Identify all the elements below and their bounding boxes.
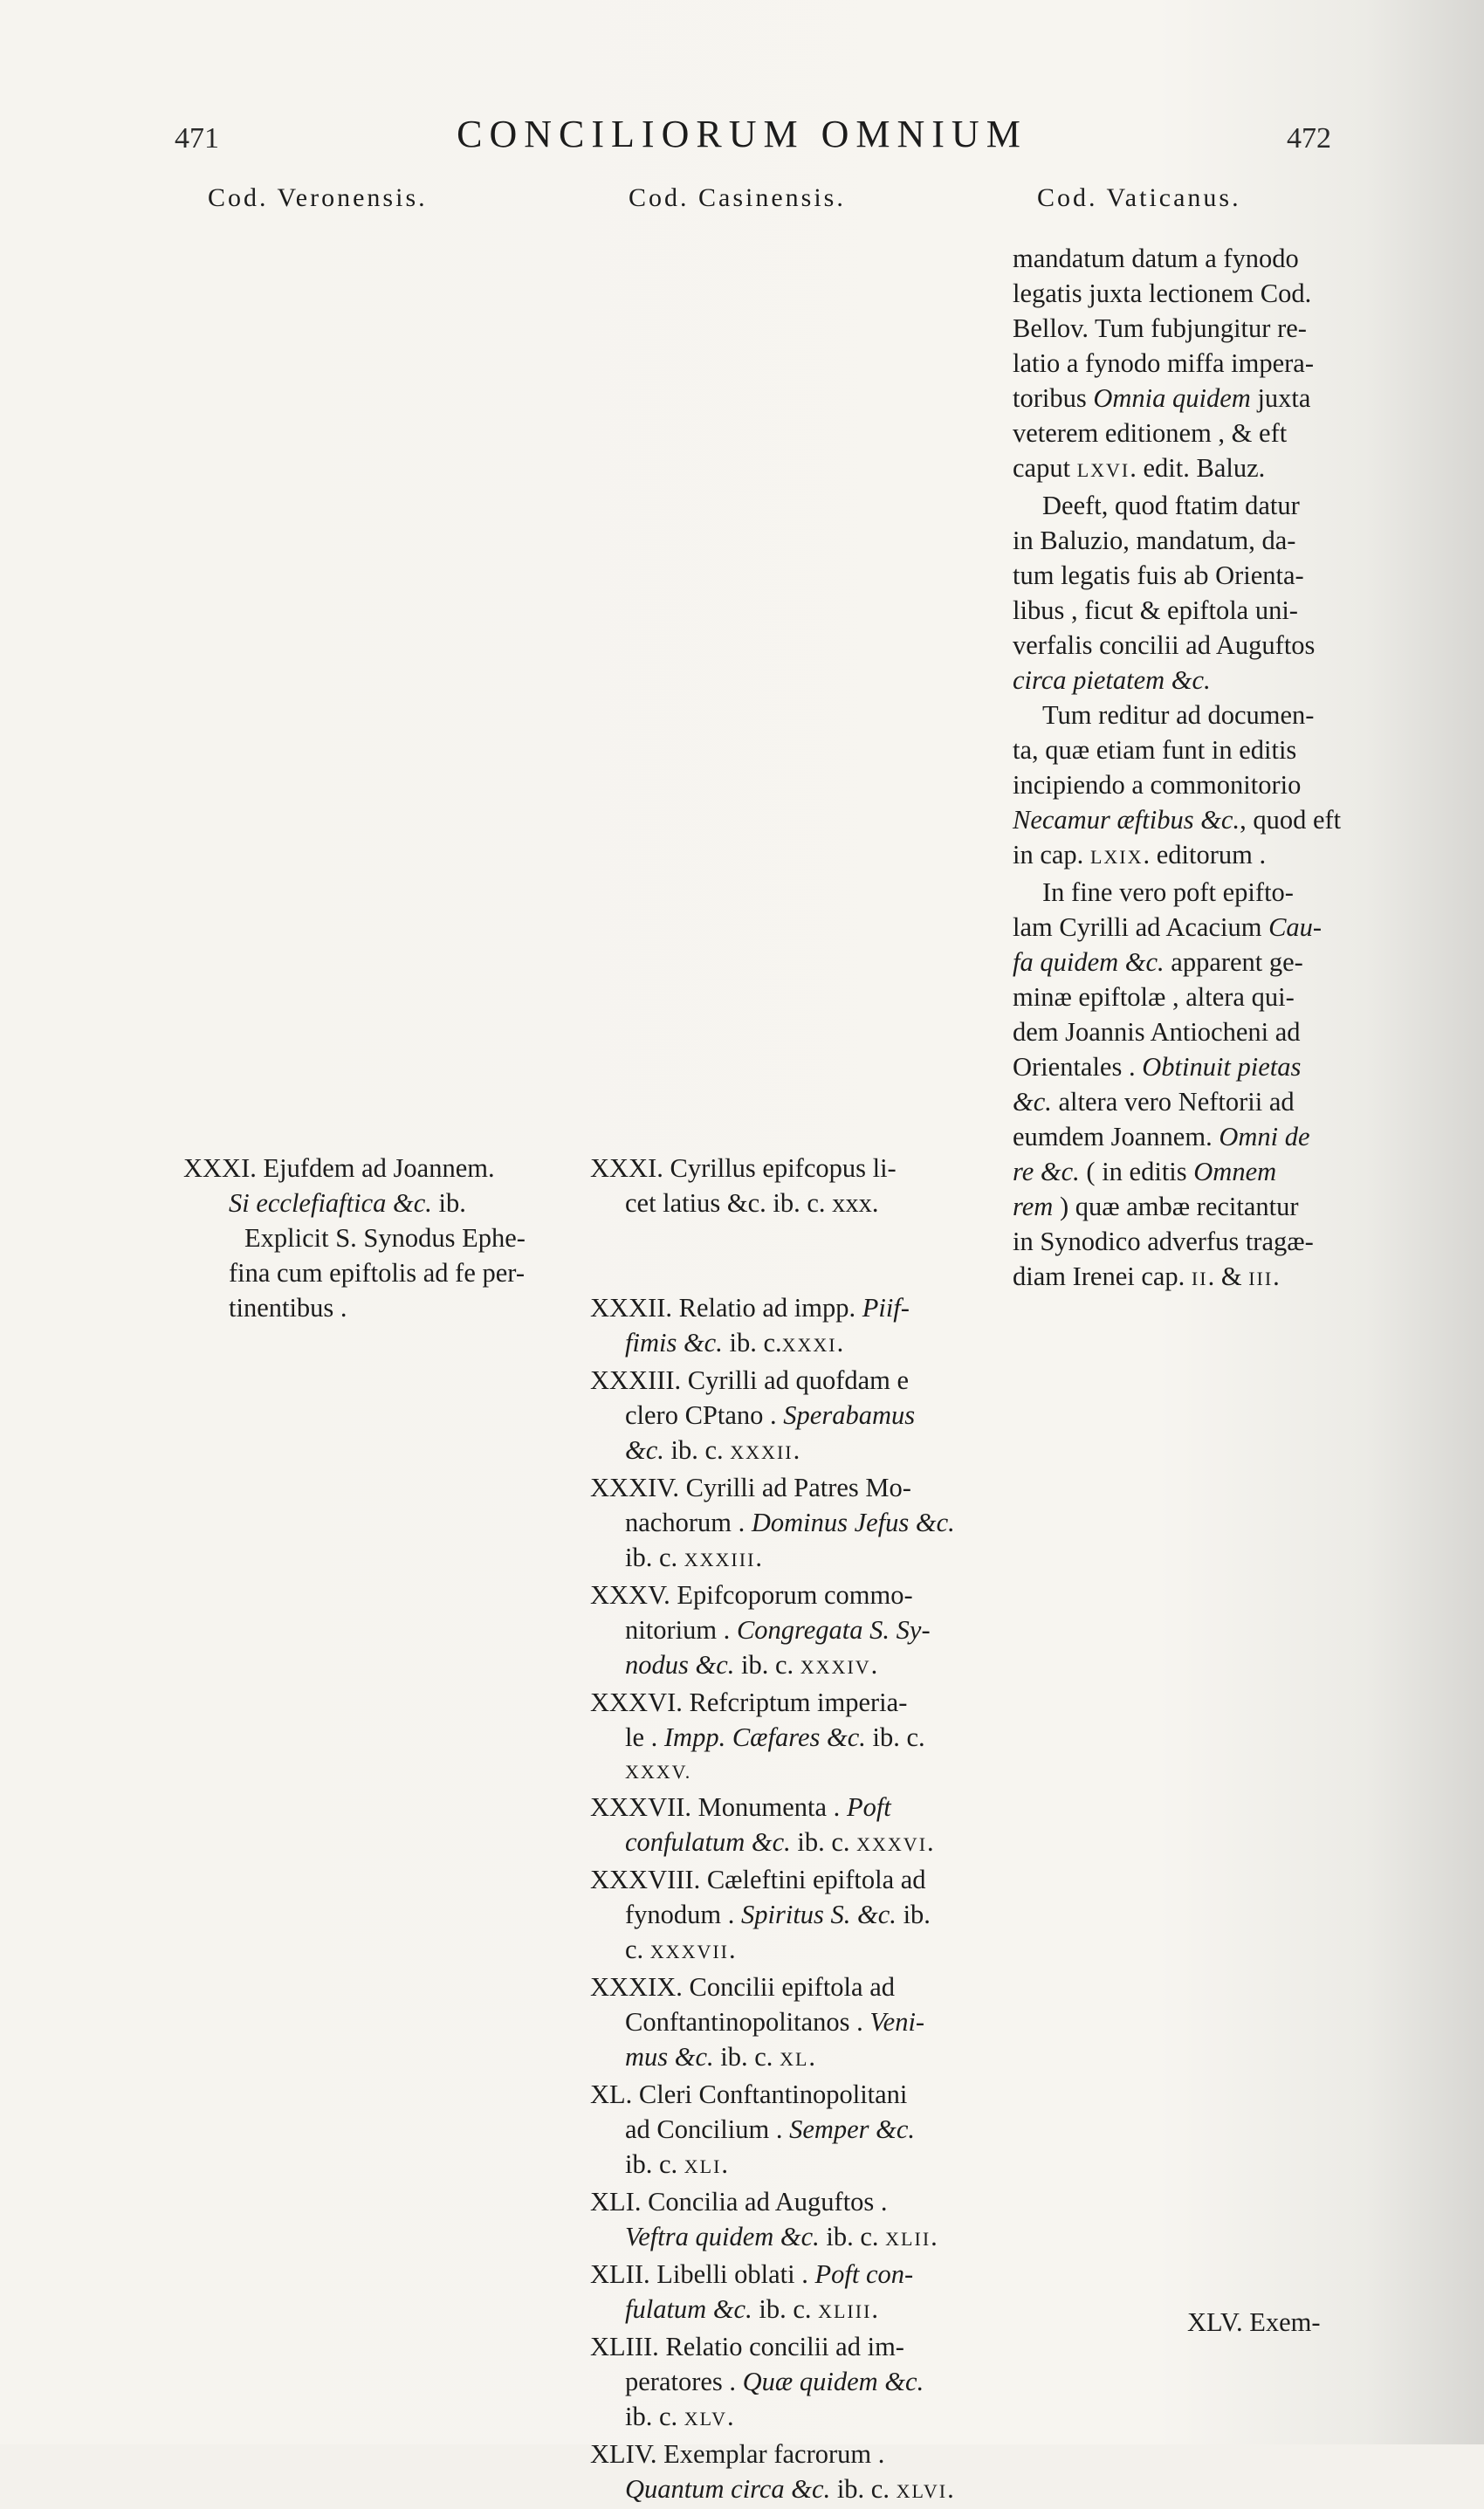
text-run: . — [808, 2042, 816, 2072]
text-line — [590, 2147, 983, 2184]
text-line — [590, 1325, 983, 1363]
spacer — [590, 1220, 983, 1255]
text-line: Tum reditur ad documen- — [1042, 700, 1315, 730]
text-line: XXXIII. Cyrilli ad quofdam e — [590, 1365, 910, 1395]
text-run: le . — [625, 1722, 664, 1752]
text-line — [590, 1433, 983, 1470]
text-run: ib. c. — [625, 1543, 684, 1572]
text-line: verfalis concilii ad Auguftos — [1013, 630, 1316, 660]
text-run: clero CPtano . — [625, 1400, 784, 1430]
text-line: veterem editionem , & eft — [1013, 418, 1288, 448]
incipit: Obtinuit pietas — [1142, 1052, 1302, 1082]
text-run: . — [755, 1543, 763, 1572]
text-line — [183, 1186, 572, 1220]
text-line: mandatum datum a fynodo — [1013, 244, 1299, 273]
incipit: Sperabamus — [783, 1400, 916, 1430]
text-line — [590, 2399, 983, 2437]
spacer — [590, 1255, 983, 1290]
text-line — [590, 2039, 983, 2077]
text-run: eumdem Joannem. — [1013, 1122, 1219, 1151]
incipit: Omni de — [1219, 1122, 1310, 1151]
incipit: Dominus Jefus &c. — [751, 1508, 955, 1537]
entry-xliv — [590, 2437, 983, 2509]
text-run: . editorum . — [1143, 840, 1267, 870]
text-run: ib. c. — [865, 1722, 925, 1752]
entry-xl — [590, 2077, 983, 2184]
incipit: Necamur æftibus &c. — [1013, 805, 1240, 835]
text-run: Conftantinopolitanos . — [625, 2007, 870, 2037]
text-line: tum legatis fuis ab Orienta- — [1013, 560, 1304, 590]
incipit: nodus &c. — [625, 1650, 735, 1680]
chapter-numeral: XXXVI — [856, 1833, 928, 1855]
incipit: confulatum &c. — [625, 1827, 791, 1857]
text-line — [590, 2471, 983, 2509]
text-line — [590, 2364, 983, 2399]
incipit: Quæ quidem &c. — [742, 2367, 924, 2396]
column-heading-veronensis: Cod. Veronensis. — [208, 183, 428, 212]
text-run: . — [836, 1328, 844, 1358]
text-line: ta, quæ etiam funt in editis — [1013, 735, 1297, 765]
incipit: &c. — [1013, 1087, 1052, 1117]
entry-xxxvii — [590, 1790, 983, 1862]
incipit: Semper &c. — [789, 2114, 916, 2144]
show-through-right — [960, 1205, 1362, 1990]
incipit: re &c. — [1013, 1157, 1080, 1186]
incipit: fimis &c. — [625, 1328, 723, 1358]
text-run: , quod eft — [1240, 805, 1342, 835]
incipit: mus &c. — [625, 2042, 714, 2072]
text-run: . — [947, 2474, 954, 2504]
chapter-numeral: XXXII — [730, 1441, 794, 1463]
incipit: Veftra quidem &c. — [625, 2222, 820, 2251]
text-run: . — [721, 2149, 729, 2179]
text-line — [590, 2257, 983, 2292]
text-run: . & — [1207, 1261, 1249, 1291]
incipit: fulatum &c. — [625, 2294, 752, 2324]
text-line: in Baluzio, mandatum, da- — [1013, 526, 1296, 555]
text-line: XXXVI. Refcriptum imperia- — [590, 1688, 908, 1717]
text-run: toribus — [1013, 383, 1094, 413]
text-line — [590, 2112, 983, 2147]
entry-xxxviii — [590, 1862, 983, 1969]
vaticanus-paragraph-4 — [1013, 875, 1371, 1296]
text-line — [1013, 1084, 1371, 1119]
text-line: XLI. Concilia ad Auguftos . — [590, 2187, 888, 2217]
entry-xli — [590, 2184, 983, 2257]
text-run: ( in editis — [1079, 1157, 1194, 1186]
chapter-numeral: XXXVII — [649, 1941, 729, 1963]
text-line — [590, 1505, 983, 1540]
incipit: Impp. Cæfares &c. — [663, 1722, 866, 1752]
entry-xxxv — [590, 1578, 983, 1685]
incipit: Piif- — [862, 1293, 910, 1323]
incipit: Omnia quidem — [1093, 383, 1251, 413]
incipit: Veni- — [869, 2007, 925, 2037]
column-heading-casinensis: Cod. Casinensis. — [629, 183, 846, 212]
text-run: ib. c. — [722, 1328, 782, 1358]
text-line: Deeft, quod ftatim datur — [1042, 491, 1300, 520]
chapter-numeral: XXXI — [781, 1334, 837, 1356]
text-line: Bellov. Tum fubjungitur re- — [1013, 313, 1307, 343]
text-line: fina cum epiftolis ad fe per- — [229, 1258, 525, 1288]
entry-xxxvi — [590, 1685, 983, 1790]
text-line: XXXI. Ejufdem ad Joannem. — [183, 1153, 495, 1183]
column-heading-vaticanus: Cod. Vaticanus. — [1037, 183, 1241, 212]
text-line: XL. Cleri Conftantinopolitani — [590, 2079, 908, 2109]
incipit: circa pietatem &c. — [1013, 665, 1211, 695]
chapter-numeral: XLI — [684, 2155, 722, 2177]
vaticanus-paragraph-2 — [1013, 488, 1371, 698]
incipit: Si ecclefiaftica &c. — [229, 1188, 432, 1218]
text-line: incipiendo a commonitorio — [1013, 770, 1302, 800]
text-line: tinentibus . — [229, 1293, 347, 1323]
text-line — [590, 1897, 983, 1932]
incipit: Omnem — [1193, 1157, 1277, 1186]
text-run: ib. — [896, 1900, 931, 1929]
text-run: ad Concilium . — [625, 2114, 790, 2144]
text-line — [1013, 1154, 1371, 1189]
casinensis-column — [590, 1151, 983, 2509]
text-line: XLIII. Relatio concilii ad im- — [590, 2332, 904, 2361]
veronensis-column — [183, 1151, 572, 1325]
vaticanus-column — [1013, 241, 1371, 1296]
text-line — [590, 2292, 983, 2329]
chapter-numeral: LXVI — [1076, 459, 1130, 481]
chapter-numeral: XLVI — [896, 2480, 948, 2502]
chapter-numeral: XL — [780, 2048, 809, 2070]
running-title: CONCILIORUM OMNIUM — [457, 113, 1027, 155]
text-run: fynodum . — [625, 1900, 742, 1929]
text-run: XXXVII. Monumenta . — [590, 1792, 847, 1822]
chapter-numeral: LXIX — [1089, 846, 1144, 868]
text-line — [1013, 945, 1371, 980]
page-number-left: 471 — [175, 122, 219, 155]
text-run: apparent ge- — [1164, 947, 1303, 977]
text-run: . — [927, 1827, 934, 1857]
text-line — [590, 1790, 983, 1825]
incipit: fa quidem &c. — [1013, 947, 1165, 977]
entry-xxxiv — [590, 1470, 983, 1578]
page-number-right: 472 — [1287, 122, 1331, 155]
entry-xxxiii — [590, 1363, 983, 1470]
text-line — [1013, 1049, 1371, 1084]
text-run: Orientales . — [1013, 1052, 1143, 1082]
chapter-numeral: XXXIII — [684, 1549, 756, 1571]
vaticanus-paragraph-1 — [1013, 241, 1371, 488]
entry-xxxix — [590, 1969, 983, 2077]
chapter-numeral: XLII — [885, 2228, 931, 2250]
text-line — [590, 2004, 983, 2039]
entry-xlii — [590, 2257, 983, 2329]
text-line: In fine vero poft epifto- — [1042, 877, 1294, 907]
chapter-numeral: XLV — [684, 2408, 727, 2430]
text-line: legatis juxta lectionem Cod. — [1013, 278, 1312, 308]
chapter-numeral: XXXIV — [800, 1656, 871, 1678]
entry-xxxi-veronensis — [183, 1151, 572, 1325]
text-run: caput — [1013, 453, 1077, 483]
text-line — [590, 1932, 983, 1969]
text-run: ib. c. — [625, 2149, 684, 2179]
text-line — [590, 1647, 983, 1685]
incipit: Poft — [846, 1792, 891, 1822]
text-run: ib. c. — [752, 2294, 819, 2324]
catchword: XLV. Exem- — [1187, 2307, 1321, 2337]
chapter-numeral: III — [1248, 1268, 1274, 1289]
text-line — [1013, 910, 1371, 945]
text-run: in cap. — [1013, 840, 1090, 870]
text-line — [590, 1825, 983, 1862]
text-line: XLIV. Exemplar facrorum . — [590, 2439, 885, 2469]
text-line — [1013, 381, 1371, 416]
text-run: ib. c. — [790, 1827, 857, 1857]
text-line: latio a fynodo miffa impera- — [1013, 348, 1314, 378]
text-line: XXXIV. Cyrilli ad Patres Mo- — [590, 1473, 911, 1502]
text-run: lam Cyrilli ad Acacium — [1013, 912, 1269, 942]
text-run: ib. c. — [734, 1650, 800, 1680]
text-line — [590, 2219, 983, 2257]
text-run: . edit. Baluz. — [1130, 453, 1266, 483]
text-run: . — [871, 2294, 879, 2324]
text-line — [590, 1612, 983, 1647]
incipit: Spiritus S. &c. — [741, 1900, 897, 1929]
text-line: XXXVIII. Cæleftini epiftola ad — [590, 1865, 926, 1894]
text-line: cet latius &c. ib. c. xxx. — [625, 1188, 879, 1218]
text-line — [590, 1398, 983, 1433]
text-line — [1013, 450, 1371, 488]
text-run: ib. c. — [819, 2222, 886, 2251]
incipit: Cau- — [1268, 912, 1323, 942]
show-through-left — [175, 236, 559, 1126]
text-run: nachorum . — [625, 1508, 752, 1537]
text-line: XXXV. — [625, 1761, 692, 1783]
incipit: Poft con- — [814, 2259, 914, 2289]
chapter-numeral: II — [1191, 1268, 1208, 1289]
text-line — [1013, 802, 1371, 837]
text-run: . — [870, 1650, 878, 1680]
text-run: ib. c. — [713, 2042, 780, 2072]
text-line — [590, 1540, 983, 1578]
text-run: XLII. Libelli oblati . — [590, 2259, 815, 2289]
entry-xliii — [590, 2329, 983, 2437]
text-run: ib. c. — [830, 2474, 897, 2504]
text-run: ib. c. — [625, 2402, 684, 2431]
text-run: altera vero Neftorii ad — [1051, 1087, 1295, 1117]
text-line — [590, 1290, 983, 1325]
text-line — [590, 1720, 983, 1755]
incipit: Congregata S. Sy- — [736, 1615, 931, 1645]
text-line: in Synodico adverfus tragæ- — [1013, 1227, 1314, 1256]
entry-xxxi — [590, 1151, 983, 1220]
text-run: juxta — [1250, 383, 1311, 413]
text-run: . — [726, 2402, 734, 2431]
text-line: XXXIX. Concilii epiftola ad — [590, 1972, 895, 2002]
incipit: &c. — [625, 1435, 664, 1465]
text-run: nitorium . — [625, 1615, 737, 1645]
text-run: peratores . — [625, 2367, 743, 2396]
text-line — [1013, 1189, 1371, 1224]
chapter-numeral: XLIII — [818, 2300, 872, 2322]
text-line: XXXV. Epifcoporum commo- — [590, 1580, 913, 1610]
incipit: rem — [1013, 1192, 1054, 1221]
text-line: libus , ficut & epiftola uni- — [1013, 595, 1298, 625]
text-line: XXXI. Cyrillus epifcopus li- — [590, 1153, 897, 1183]
text-line: minæ epiftolæ , altera qui- — [1013, 982, 1295, 1012]
incipit: Quantum circa &c. — [625, 2474, 831, 2504]
text-line — [1013, 837, 1371, 875]
text-run: . — [931, 2222, 938, 2251]
entry-xxxii — [590, 1290, 983, 1363]
text-line: Explicit S. Synodus Ephe- — [244, 1223, 526, 1253]
text-run: . — [729, 1935, 736, 1964]
text-run: ) quæ ambæ recitantur — [1053, 1192, 1299, 1221]
text-run: . — [793, 1435, 800, 1465]
text-run: . — [1273, 1261, 1280, 1291]
text-run: c. — [625, 1935, 650, 1964]
text-line — [1013, 1119, 1371, 1154]
text-run: ib. c. — [663, 1435, 731, 1465]
text-line — [1013, 1259, 1371, 1296]
text-run: ib. — [431, 1188, 466, 1218]
text-line: dem Joannis Antiocheni ad — [1013, 1017, 1301, 1047]
vaticanus-paragraph-3 — [1013, 698, 1371, 875]
text-run: diam Irenei cap. — [1013, 1261, 1192, 1291]
text-run: XXXII. Relatio ad impp. — [590, 1293, 862, 1323]
